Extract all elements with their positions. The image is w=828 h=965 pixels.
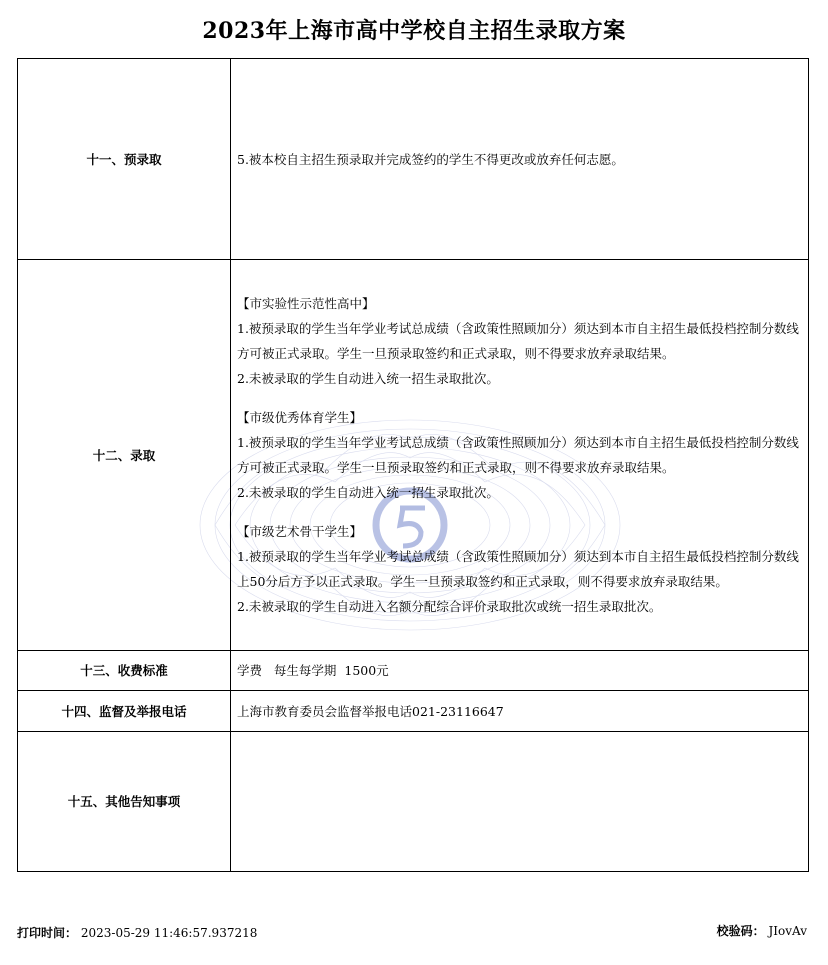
- row-label: 十三、收费标准: [18, 651, 231, 691]
- row-fees: [18, 651, 809, 691]
- section-item: 2.未被录取的学生自动进入统一招生录取批次。: [237, 485, 499, 500]
- row-content: [231, 691, 809, 732]
- document-title: 2023年上海市高中学校自主招生录取方案: [202, 18, 626, 44]
- section-item: 1.被预录取的学生当年学业考试总成绩（含政策性照顾加分）须达到本市自主招生最低投档控制分数线方可被正式录取。学生一旦预录取签约和正式录取，则不得要求放弃录取结果。: [237, 321, 799, 361]
- print-time-label: 打印时间：: [17, 926, 78, 940]
- admission-plan-table: [17, 58, 809, 872]
- pre-admission-text: 5.被本校自主招生预录取并完成签约的学生不得更改或放弃任何志愿。: [237, 151, 624, 167]
- section-experimental: [237, 291, 802, 391]
- row-admission: [18, 260, 809, 651]
- row-pre-admission: [18, 59, 809, 260]
- check-code-value: JIovAv: [768, 924, 807, 938]
- row-hotline: [18, 691, 809, 732]
- row-label: 十一、预录取: [18, 59, 231, 260]
- row-content: [231, 651, 809, 691]
- check-code: [717, 922, 807, 939]
- print-time: [17, 924, 257, 941]
- row-label: 十二、录取: [18, 260, 231, 651]
- row-content: [231, 732, 809, 872]
- section-heading: 【市级优秀体育学生】: [237, 410, 363, 425]
- section-item: 2.未被录取的学生自动进入名额分配综合评价录取批次或统一招生录取批次。: [237, 599, 662, 614]
- section-item: 1.被预录取的学生当年学业考试总成绩（含政策性照顾加分）须达到本市自主招生最低投档控制分数线方可被正式录取。学生一旦预录取签约和正式录取，则不得要求放弃录取结果。: [237, 435, 799, 475]
- hotline-text: 上海市教育委员会监督举报电话021-23116647: [237, 703, 504, 719]
- section-item: 1.被预录取的学生当年学业考试总成绩（含政策性照顾加分）须达到本市自主招生最低投档控制分数线上50分后方予以正式录取。学生一旦预录取签约和正式录取，则不得要求放弃录取结果。: [237, 549, 799, 589]
- row-content: [231, 59, 809, 260]
- row-other: [18, 732, 809, 872]
- fees-text: 学费 每生每学期 1500元: [237, 663, 389, 678]
- section-arts: [237, 519, 802, 619]
- row-content: [231, 260, 809, 651]
- section-sports: [237, 405, 802, 505]
- section-item: 2.未被录取的学生自动进入统一招生录取批次。: [237, 371, 499, 386]
- check-code-label: 校验码：: [716, 924, 765, 938]
- row-label: 十四、监督及举报电话: [18, 691, 231, 732]
- row-label: 十五、其他告知事项: [18, 732, 231, 872]
- section-heading: 【市级艺术骨干学生】: [237, 524, 363, 539]
- print-time-value: 2023-05-29 11:46:57.937218: [80, 926, 258, 940]
- section-heading: 【市实验性示范性高中】: [237, 296, 375, 311]
